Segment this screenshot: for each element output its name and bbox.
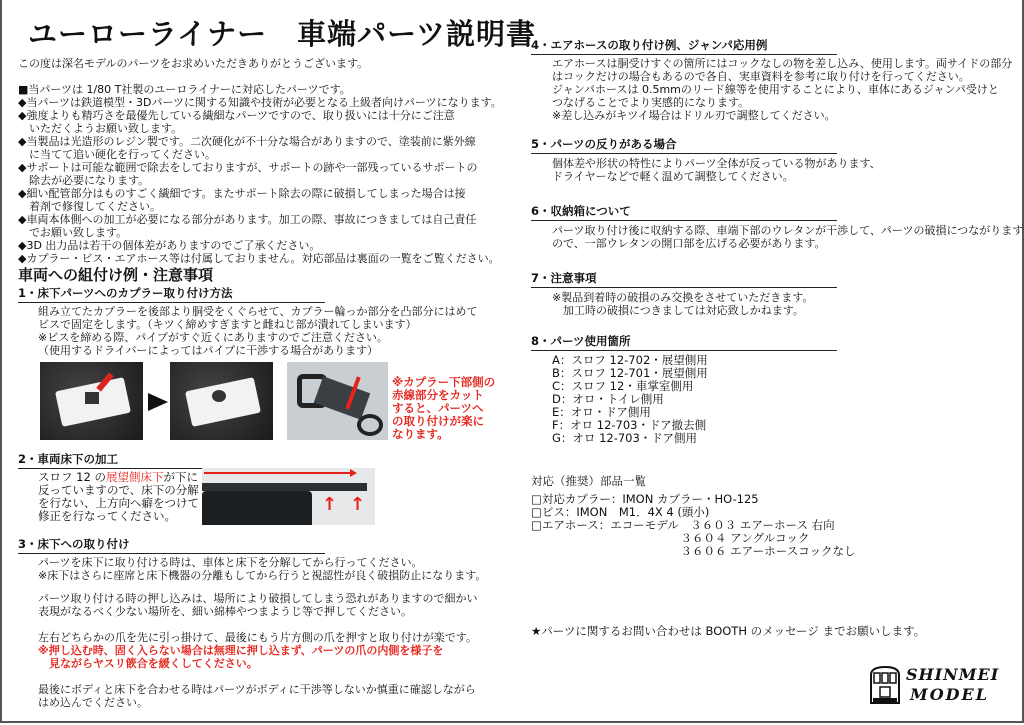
- arrow-right-icon: [148, 393, 168, 411]
- section-5-line: 個体差や形状の特性によりパーツ全体が反っている物があります、: [552, 157, 881, 170]
- section-2-line: 修正を行なってください。: [38, 509, 176, 523]
- note-line: ◆3D 出力品は若干の個体差がありますのでご了承ください。: [18, 239, 321, 252]
- section-2-highlight: 展望側床下: [105, 470, 164, 484]
- section-3-warning: ※押し込む時、固く入らない場合は無理に押し込まず、パーツの爪の内側を様子を: [38, 644, 444, 657]
- section-5-text: [552, 157, 881, 183]
- section-6-heading: 6・収納箱について: [531, 203, 837, 221]
- note-line: ◆車両本体側への加工が必要になる部分があります。加工の際、事故につきましては自己責任: [18, 213, 477, 226]
- coupler-cut-note-line: の取り付けが楽に: [392, 414, 484, 428]
- coupler-cut-note-line: 赤線部分をカット: [392, 388, 484, 402]
- section-1-line: （使用するドライバーによってはパイプに干渉する場合があります）: [38, 344, 379, 357]
- note-line: いただくようお願い致します。: [18, 122, 183, 135]
- section-6-line: ので、一部ウレタンの開口部を広げる必要があります。: [552, 237, 826, 250]
- coupler-after-photo: [170, 362, 273, 440]
- section-3-text: [38, 556, 486, 709]
- section-4-line: つなげることでより実感的になります。: [552, 96, 750, 109]
- section-5-line: ドライヤーなどで軽く温めて調整してください。: [552, 170, 794, 183]
- recommended-part-item: □ビス：IMON M1．4X 4 (頭小): [531, 505, 710, 519]
- note-line: でお願い致します。: [18, 226, 128, 239]
- parts-usage-item: C：スロフ 12・車掌室側用: [552, 379, 694, 393]
- section-3-line: 最後にボディと床下を合わせる時はパーツがボディに干渉等しないか慎重に確認しながら: [38, 683, 476, 696]
- recommended-part-item: ３６０６ エアーホースコックなし: [531, 544, 856, 558]
- train-front-icon: [868, 665, 902, 705]
- section-2-text: [38, 471, 199, 523]
- section-5-heading: 5・パーツの反りがある場合: [531, 136, 837, 154]
- section-7-line: ※製品到着時の破損のみ交換をさせていただきます。: [552, 291, 814, 304]
- underfloor-photo: [202, 468, 375, 525]
- notes-list: [18, 83, 502, 265]
- section-3-line: パーツ取り付ける時の押し込みは、場所により破損してしまう恐れがありますので細かい: [38, 592, 478, 605]
- note-line: 着剤で修復してください。: [18, 200, 161, 213]
- section-1-line: ビスで固定をします。（キツく締めすぎますと雌ねじ部が潰れてしまいます）: [38, 318, 417, 331]
- coupler-cut-note: [392, 376, 495, 441]
- note-line: ◆カプラー・ビス・エアホース等は付属しておりません。対応部品は裏面の一覧をご覧ください。: [18, 252, 500, 265]
- section-4-text: [552, 57, 1012, 122]
- recommended-parts-list: [531, 493, 856, 558]
- section-7-heading: 7・注意事項: [531, 270, 837, 288]
- section-7-line: 加工時の破損につきましては対応致しかねます。: [552, 304, 804, 317]
- coupler-cut-note-line: すると、パーツへ: [392, 401, 484, 415]
- section-3-line: ※床下はさらに座席と床下機器の分離もしてから行うと視認性が良く破損防止になります。: [38, 569, 487, 582]
- section-3-line: 左右どちらかの爪を先に引っ掛けて、最後にもう片方側の爪を押すと取り付けが楽です。: [38, 631, 477, 644]
- section-3-line: 表現がなるべく少ない場所を、細い綿棒やつまようじ等で押してください。: [38, 605, 412, 618]
- section-1-heading: 1・床下パーツへのカプラー取り付け方法: [18, 285, 325, 303]
- section-3-line: パーツを床下に取り付ける時は、車体と床下を分解してから行ってください。: [38, 556, 423, 569]
- section-2-text-pre: スロフ 12 の: [38, 470, 106, 484]
- section-2-heading: 2・車両床下の加工: [18, 451, 325, 469]
- page-title: ユーローライナー 車端パーツ説明書: [28, 17, 536, 51]
- section-3-heading: 3・床下への取り付け: [18, 536, 325, 554]
- contact-note: ★パーツに関するお問い合わせは BOOTH のメッセージ までお願いします。: [531, 624, 926, 638]
- section-4-line: ※差し込みがキツイ場合はドリル刃で調整してください。: [552, 109, 836, 122]
- parts-usage-list: [552, 354, 708, 445]
- coupler-cut-note-line: ※カプラー下部側の: [392, 375, 496, 389]
- section-3-line: はめ込んでください。: [38, 696, 148, 709]
- coupler-photo: [287, 362, 388, 440]
- coupler-before-photo: [40, 362, 143, 440]
- section-4-heading: 4・エアホースの取り付け例、ジャンパ応用例: [531, 37, 837, 55]
- note-line: ◆サポートは可能な範囲で除去をしておりますが、サポートの跡や一部残っているサポートの: [18, 161, 478, 174]
- section-2-line: を行ない、上方向へ癖をつけて: [38, 496, 199, 510]
- intro-text: この度は深名モデルのパーツをお求めいただきありがとうございます。: [18, 57, 369, 70]
- section-4-line: ジャンパホースは 0.5mmのリード線等を使用することにより、車体にあるジャンパ受けと: [552, 83, 999, 96]
- section-1-text: [38, 305, 477, 357]
- parts-usage-item: E：オロ・ドア側用: [552, 405, 651, 419]
- parts-usage-item: A：スロフ 12-702・展望側用: [552, 353, 708, 367]
- parts-usage-item: D：オロ・トイレ側用: [552, 392, 664, 406]
- section-7-text: [552, 291, 813, 317]
- section-6-line: パーツ取り付け後に収納する際、車端下部のウレタンが干渉して、パーツの破損につながります: [552, 224, 1024, 237]
- section-1-line: 組み立てたカプラーを後部より胴受をくぐらせて、カプラー輪っか部分を凸部分にはめて: [38, 305, 478, 318]
- note-line: ■当パーツは 1/80 T社製のユーロライナーに対応したパーツです。: [18, 83, 351, 96]
- parts-usage-item: G：オロ 12-703・ドア側用: [552, 431, 697, 445]
- section-8-heading: 8・パーツ使用箇所: [531, 333, 837, 351]
- logo-text-shinmei: SHINMEI: [906, 665, 1000, 684]
- section-2-text-post: が下に: [163, 470, 198, 484]
- note-line: ◆強度よりも精巧さを最優先している繊細なパーツですので、取り扱いには十分にご注意: [18, 109, 455, 122]
- recommended-part-item: □対応カプラー：IMON カプラー・HO-125: [531, 492, 759, 506]
- note-line: 除去が必要になります。: [18, 174, 150, 187]
- section-4-line: エアホースは胴受けすぐの箇所にはコックなしの物を差し込み、使用します。両サイドの部分: [552, 57, 1013, 70]
- arrow-up-icon: ↑: [350, 494, 366, 515]
- section-3-warning: 見ながらヤスリ篏合を緩くしてください。: [38, 657, 258, 670]
- shinmei-model-logo: [868, 665, 1000, 707]
- section-1-line: ※ビスを締める際、パイプがすぐ近くにありますのでご注意ください。: [38, 331, 388, 344]
- note-line: ◆当製品は光造形のレジン製です。二次硬化が不十分な場合がありますので、塗装前に紫外線: [18, 135, 476, 148]
- logo-text-model: MODEL: [910, 685, 989, 704]
- parts-usage-item: B：スロフ 12-701・展望側用: [552, 366, 708, 380]
- assembly-heading: 車両への組付け例・注意事項: [18, 266, 214, 284]
- section-6-text: [552, 224, 1023, 250]
- parts-usage-item: F：オロ 12-703・ドア撤去側: [552, 418, 707, 432]
- note-line: に当てて追い硬化を行ってください。: [18, 148, 216, 161]
- note-line: ◆当パーツは鉄道模型・3Dパーツに関する知識や技術が必要となる上級者向けパーツになります。: [18, 96, 502, 109]
- recommended-part-item: □エアホース：エコーモデル ３６０３ エアーホース 右向: [531, 518, 835, 532]
- recommended-part-item: ３６０４ アングルコック: [531, 531, 810, 545]
- recommended-parts-heading: 対応（推奨）部品一覧: [531, 474, 646, 488]
- arrow-up-icon: ↑: [322, 494, 338, 515]
- note-line: ◆細い配管部分はものすごく繊細です。またサポート除去の際に破損してしまった場合は接: [18, 187, 466, 200]
- section-2-line: 反っていますので、床下の分解: [38, 483, 199, 497]
- coupler-cut-note-line: なります。: [392, 427, 449, 441]
- section-4-line: はコックだけの場合もあるので各自、実車資料を参考に取り付けを行ってください。: [552, 70, 970, 83]
